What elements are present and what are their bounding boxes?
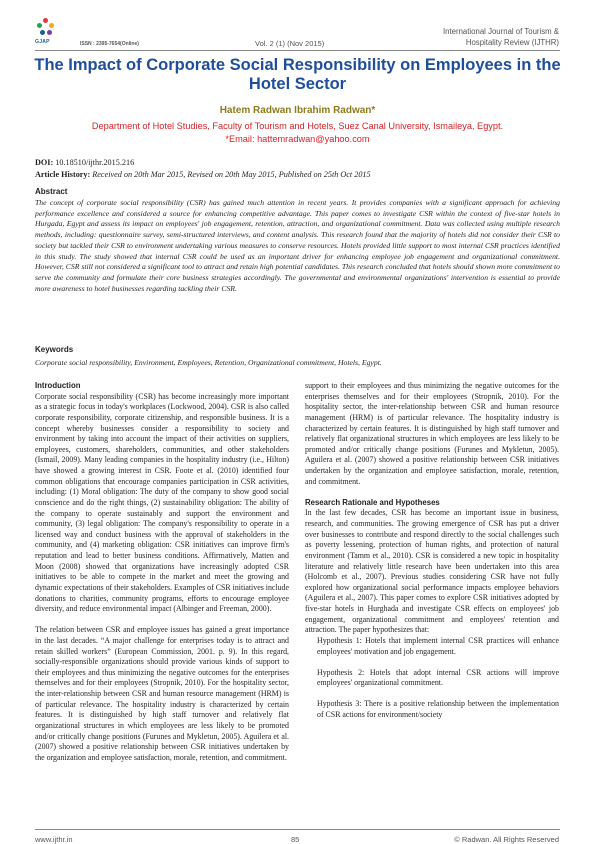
introduction-paragraph-2: The relation between CSR and employee issues has gained a great importance in the last decades. “A major challenge for enterprises today is to attract and retain skilled workers” (European Commission, 2001. p. 9). In this regard, socially-responsible organizations should provide various kinds of support to their employees and thus minimizing the negative outcomes for the enterprises themselves and for their employees (Stropnik, 2010). For the hospitality sector, the inter-relationship between CSR and human resource management (HRM) is of particular relevance. The hospitality industry is characterized by certain features. It is distinguished by high staff turnover and relatively flat organizational structures in which employees are less likely to be promoted and/or critically change positions (Furunes and Mykletun, 2005). Aguilera et al. (2007) showed a positive relationship between CSR initiatives undertaken by the organization and employee satisfaction, morale, retention, and commitment.: [35, 625, 289, 762]
article-title: The Impact of Corporate Social Responsibility on Employees in the Hotel Sector: [34, 56, 561, 93]
footer-copyright: © Radwan. All Rights Reserved: [454, 835, 559, 844]
keywords-text: Corporate social responsibility, Environment, Employees, Retention, Organizational commitment, Hotels, Egypt.: [35, 358, 382, 367]
page-number: 85: [291, 835, 300, 844]
doi-value[interactable]: 10.18510/ijthr.2015.216: [53, 158, 135, 167]
volume-info: Vol. 2 (1) (Nov 2015): [255, 39, 325, 48]
hypothesis-3: Hypothesis 3: There is a positive relationship between the implementation of CSR actions for environment/society: [317, 699, 559, 719]
introduction-paragraph-2-continued: support to their employees and thus minimizing the negative outcomes for the enterprises themselves and for their employees (Stropnik, 2010). For the hospitality sector, the inter-relationship between CSR and human resource management (HRM) is of particular relevance. The hospitality industry is characterized by certain features. It is distinguished by high staff turnover and relatively flat organizational structures in which employees are less likely to be promoted and/or critically change positions (Furunes and Mykletun, 2005). Aguilera et al. (2007) showed a positive relationship between CSR initiatives undertaken by the organization and employee satisfaction, morale, retention, and commitment.: [305, 381, 559, 486]
article-history: [35, 169, 560, 180]
journal-logo: [35, 18, 59, 45]
logo-mark-icon: [35, 18, 57, 38]
affiliation: Department of Hotel Studies, Faculty of Tourism and Hotels, Suez Canal University, Ismaileya, Egypt.: [91, 121, 504, 131]
issn: ISSN : 2395-7654(Online): [80, 41, 139, 47]
journal-name: [359, 26, 559, 48]
abstract-text: The concept of corporate social responsibility (CSR) has gained much attention in recent years. It provides companies with a significant approach for achieving performance excellence and considered a source for enhancing competitive advantage. This paper comes to investigate CSR within the context of five-star hotels in Hurgada, Egypt and assess its impact on employees' job engagement, retention, attraction, and organizational commitment. Data was collected using multiple research methods, including: questionnaire survey, semi-structured interviews, and content analysis. This research found that the majority of hotels did not consider their CSR to society but tackled their CSR to environment undertaking various measures to conserve resources. Hotels provided little support to most internal CSR practices identified in this study. The study showed that internal CSR could be used as an important driver for enhancing employee job engagement and organizational commitment. However, CSR still not considered a significant tool to attract and retain high potential candidates. This research concluded that hotels should shown more commitment to serve the community and formulate their core business strategies accordingly. The governmental and environmental organizations' intervention is essential to provide more awareness to hotel businesses regarding tackling their CSR.: [35, 198, 560, 293]
left-column: [35, 381, 289, 762]
history-value: Received on 20th Mar 2015, Revised on 20th May 2015, Published on 25th Oct 2015: [90, 170, 371, 179]
hypothesis-1: Hypothesis 1: Hotels that implement internal CSR practices will enhance employees' motivation and job engagement.: [317, 635, 559, 656]
abstract-heading: Abstract: [35, 187, 68, 196]
doi-label: DOI:: [35, 158, 54, 167]
logo-text: GJAP: [35, 39, 50, 45]
right-column: [305, 381, 559, 731]
doi-line: [35, 157, 560, 168]
footer-rule: [35, 829, 560, 830]
author-email: *Email: hattemradwan@yahoo.com: [225, 134, 370, 144]
affiliation-block: [30, 120, 565, 146]
hypothesis-2: Hypothesis 2: Hotels that adopt internal CSR actions will improve employees' organizational commitment.: [317, 667, 559, 688]
author-name: Hatem Radwan Ibrahim Radwan*: [219, 105, 376, 116]
history-label: Article History:: [35, 170, 91, 179]
header-rule: [35, 50, 560, 51]
keywords-heading: Keywords: [35, 345, 74, 354]
footer-website[interactable]: www.ijthr.in: [35, 835, 73, 844]
rationale-paragraph: In the last few decades, CSR has become an important issue in business, research, and communities. The growing emergence of CSR has put a driver over businesses to contribute and respond directly to the social challenges such as poverty lessening, protection of human rights, and protection of natural environment (Tamm et al., 2010). CSR is considered a new topic in hospitality literature and relatively little research have been undertaken into this area (Holcomb et al., 2007). Previous studies considering CSR have not fully explored how organizational social performance impacts employee behaviors (Aguilera et al., 2007). This paper comes to explore CSR initiatives adopted by five-star hotels in Hurghada and investigate CSR effects on employees' job engagement, organizational commitment and employees' retention and attraction. The paper hypothesizes that:: [305, 508, 559, 635]
rationale-heading: Research Rationale and Hypotheses: [305, 497, 440, 507]
introduction-heading: Introduction: [35, 381, 81, 390]
journal-name-line-1: International Journal of Tourism &: [442, 27, 559, 36]
introduction-paragraph-1: Corporate social responsibility (CSR) has become increasingly more important as a strategic focus in today's workplaces (Lockwood, 2004). CSR is also called corporate responsibility, corporate citizenship, and responsible business. It is a concept whereby businesses consider a responsibility to society and environment by taking into account the impact of their activities on suppliers, employees, customers, shareholders, communities, and other stakeholders (Ismail, 2009). Many leading companies in the hospitality industry (i.e., Hilton) have showed a growing interest in CSR. Foote et al. (2010) identified four common obligations that encourage companies participation in CSR activities, including: (1) Moral obligation: The duty of the company to show good social conscience and do the right things, (2) sustainability obligation: The ability of the company to operate sustainably and support the environment and community, (3) legal obligation: The company's responsibility to operate in a licensed way and conduct business with the approval of stakeholders in the community, and (4) marketing obligation: CSR initiatives can improve firm's reputation and lead to better business conditions. Affirmatively, Matten and Moon (2008) showed that organizations have increasingly adopted CSR initiatives to be able to compete in the market and meet the growing and dynamic expectations of their stakeholders. Examples of CSR initiatives include donations to charities, community programs, efforts to encourage employee diversity, and reduce environmental impact (Albinger and Freeman, 2000).: [35, 391, 289, 614]
journal-name-line-2: Hospitality Review (IJTHR): [465, 38, 559, 47]
